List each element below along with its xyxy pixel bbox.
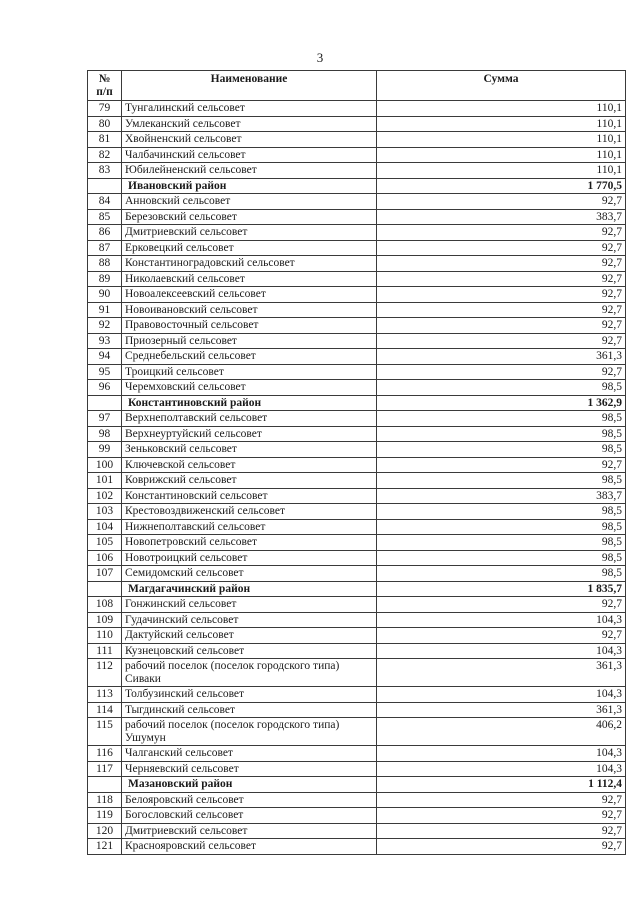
district-row [88, 178, 626, 194]
settlement-name: Новотроицкий сельсовет [122, 550, 377, 566]
row-number: 90 [88, 287, 122, 303]
settlement-name: Крестовоздвиженский сельсовет [122, 504, 377, 520]
row-number: 89 [88, 271, 122, 287]
table-row [88, 702, 626, 718]
row-number: 118 [88, 792, 122, 808]
settlement-name: Верхнеполтавский сельсовет [122, 411, 377, 427]
district-row [88, 395, 626, 411]
settlement-name: Среднебельский сельсовет [122, 349, 377, 365]
row-number [88, 777, 122, 793]
settlement-name: Черемховский сельсовет [122, 380, 377, 396]
row-number: 81 [88, 132, 122, 148]
row-sum: 92,7 [377, 194, 626, 210]
settlement-name: Коврижский сельсовет [122, 473, 377, 489]
settlement-name: Дмитриевский сельсовет [122, 225, 377, 241]
district-name: Ивановский район [122, 178, 377, 194]
row-number: 79 [88, 101, 122, 117]
row-number [88, 581, 122, 597]
table-row [88, 380, 626, 396]
table-row [88, 659, 626, 687]
district-total: 1 770,5 [377, 178, 626, 194]
row-sum: 98,5 [377, 519, 626, 535]
table-row [88, 240, 626, 256]
row-number: 98 [88, 426, 122, 442]
table-row [88, 302, 626, 318]
table-row [88, 839, 626, 855]
settlement-name: Березовский сельсовет [122, 209, 377, 225]
settlement-name: Дмитриевский сельсовет [122, 823, 377, 839]
row-number: 112 [88, 659, 122, 687]
table-row [88, 597, 626, 613]
allocation-table [87, 70, 626, 855]
table-row [88, 457, 626, 473]
settlement-name: Умлеканский сельсовет [122, 116, 377, 132]
table-row [88, 411, 626, 427]
row-number: 82 [88, 147, 122, 163]
row-number: 97 [88, 411, 122, 427]
settlement-name: Приозерный сельсовет [122, 333, 377, 349]
row-number: 86 [88, 225, 122, 241]
row-sum: 92,7 [377, 457, 626, 473]
settlement-name: Хвойненский сельсовет [122, 132, 377, 148]
row-sum: 110,1 [377, 101, 626, 117]
settlement-name: Верхнеуртуйский сельсовет [122, 426, 377, 442]
settlement-name: Семидомский сельсовет [122, 566, 377, 582]
row-number: 95 [88, 364, 122, 380]
settlement-name: Чалбачинский сельсовет [122, 147, 377, 163]
settlement-name: Новоалексеевский сельсовет [122, 287, 377, 303]
district-name: Константиновский район [122, 395, 377, 411]
row-sum: 98,5 [377, 442, 626, 458]
row-sum: 92,7 [377, 628, 626, 644]
table-row [88, 225, 626, 241]
row-sum: 110,1 [377, 163, 626, 179]
row-number [88, 395, 122, 411]
table-row [88, 519, 626, 535]
row-number: 101 [88, 473, 122, 489]
row-sum: 98,5 [377, 566, 626, 582]
table-row [88, 442, 626, 458]
settlement-name: Новоивановский сельсовет [122, 302, 377, 318]
table-row [88, 287, 626, 303]
row-number: 117 [88, 761, 122, 777]
row-number: 80 [88, 116, 122, 132]
settlement-name: Новопетровский сельсовет [122, 535, 377, 551]
row-number: 119 [88, 808, 122, 824]
table-row [88, 473, 626, 489]
row-number: 107 [88, 566, 122, 582]
row-sum: 110,1 [377, 147, 626, 163]
row-number: 102 [88, 488, 122, 504]
row-number: 87 [88, 240, 122, 256]
table-row [88, 808, 626, 824]
settlement-name: Краснояровский сельсовет [122, 839, 377, 855]
row-sum: 104,3 [377, 643, 626, 659]
table-row [88, 318, 626, 334]
row-sum: 98,5 [377, 550, 626, 566]
table-row [88, 550, 626, 566]
table-row [88, 792, 626, 808]
row-number: 85 [88, 209, 122, 225]
row-sum: 110,1 [377, 132, 626, 148]
row-number: 96 [88, 380, 122, 396]
table-row [88, 163, 626, 179]
row-sum: 98,5 [377, 535, 626, 551]
district-total: 1 112,4 [377, 777, 626, 793]
table-row [88, 718, 626, 746]
header-number-label: № п/п [96, 73, 113, 98]
table-row [88, 504, 626, 520]
row-sum: 92,7 [377, 808, 626, 824]
table-row [88, 194, 626, 210]
district-row [88, 581, 626, 597]
table-row [88, 364, 626, 380]
row-number: 121 [88, 839, 122, 855]
table-row [88, 132, 626, 148]
row-sum: 361,3 [377, 702, 626, 718]
settlement-name: рабочий поселок (поселок городского типа) Ушумун [122, 718, 377, 746]
settlement-name: Анновский сельсовет [122, 194, 377, 210]
row-sum: 92,7 [377, 225, 626, 241]
table-body [88, 101, 626, 855]
row-number: 116 [88, 746, 122, 762]
row-sum: 104,3 [377, 612, 626, 628]
table-row [88, 209, 626, 225]
settlement-name: Константиновский сельсовет [122, 488, 377, 504]
table-row [88, 761, 626, 777]
settlement-name: Юбилейненский сельсовет [122, 163, 377, 179]
row-sum: 98,5 [377, 380, 626, 396]
district-total: 1 362,9 [377, 395, 626, 411]
table-row [88, 488, 626, 504]
settlement-name: Дактуйский сельсовет [122, 628, 377, 644]
row-sum: 104,3 [377, 746, 626, 762]
row-sum: 92,7 [377, 256, 626, 272]
table-row [88, 612, 626, 628]
table-row [88, 823, 626, 839]
row-number: 100 [88, 457, 122, 473]
row-sum: 406,2 [377, 718, 626, 746]
settlement-name: Кузнецовский сельсовет [122, 643, 377, 659]
table-header-row [88, 71, 626, 101]
table-row [88, 426, 626, 442]
settlement-name: Нижнеполтавский сельсовет [122, 519, 377, 535]
table-row [88, 333, 626, 349]
table-row [88, 349, 626, 365]
table-row [88, 116, 626, 132]
row-sum: 104,3 [377, 761, 626, 777]
row-number: 92 [88, 318, 122, 334]
header-number [88, 71, 122, 101]
row-number: 110 [88, 628, 122, 644]
settlement-name: Чалганский сельсовет [122, 746, 377, 762]
table-row [88, 256, 626, 272]
table-row [88, 628, 626, 644]
row-sum: 92,7 [377, 271, 626, 287]
row-number: 109 [88, 612, 122, 628]
table-row [88, 147, 626, 163]
row-sum: 361,3 [377, 349, 626, 365]
row-number: 104 [88, 519, 122, 535]
settlement-name: Зеньковский сельсовет [122, 442, 377, 458]
row-number [88, 178, 122, 194]
settlement-name: Богословский сельсовет [122, 808, 377, 824]
settlement-name: рабочий поселок (поселок городского типа) Сиваки [122, 659, 377, 687]
district-row [88, 777, 626, 793]
district-name: Магдагачинский район [122, 581, 377, 597]
row-sum: 92,7 [377, 302, 626, 318]
row-sum: 92,7 [377, 597, 626, 613]
row-sum: 92,7 [377, 839, 626, 855]
row-sum: 92,7 [377, 792, 626, 808]
table-row [88, 101, 626, 117]
row-number: 91 [88, 302, 122, 318]
settlement-name: Ключевской сельсовет [122, 457, 377, 473]
district-total: 1 835,7 [377, 581, 626, 597]
page-number: 3 [316, 50, 324, 65]
row-number: 114 [88, 702, 122, 718]
row-sum: 92,7 [377, 823, 626, 839]
row-number: 94 [88, 349, 122, 365]
row-sum: 92,7 [377, 333, 626, 349]
header-sum: Сумма [377, 71, 626, 101]
table-row [88, 687, 626, 703]
row-sum: 98,5 [377, 426, 626, 442]
row-number: 88 [88, 256, 122, 272]
settlement-name: Троицкий сельсовет [122, 364, 377, 380]
header-name: Наименование [122, 71, 377, 101]
row-sum: 92,7 [377, 318, 626, 334]
settlement-name: Толбузинский сельсовет [122, 687, 377, 703]
settlement-name: Черняевский сельсовет [122, 761, 377, 777]
row-number: 108 [88, 597, 122, 613]
settlement-name: Ерковецкий сельсовет [122, 240, 377, 256]
settlement-name: Тыгдинский сельсовет [122, 702, 377, 718]
row-sum: 361,3 [377, 659, 626, 687]
row-sum: 92,7 [377, 287, 626, 303]
row-sum: 98,5 [377, 473, 626, 489]
row-sum: 110,1 [377, 116, 626, 132]
settlement-name: Тунгалинский сельсовет [122, 101, 377, 117]
row-number: 93 [88, 333, 122, 349]
settlement-name: Белояровский сельсовет [122, 792, 377, 808]
district-name: Мазановский район [122, 777, 377, 793]
row-sum: 104,3 [377, 687, 626, 703]
table-row [88, 535, 626, 551]
row-sum: 383,7 [377, 488, 626, 504]
table-row [88, 271, 626, 287]
row-number: 99 [88, 442, 122, 458]
row-number: 103 [88, 504, 122, 520]
row-number: 111 [88, 643, 122, 659]
row-sum: 98,5 [377, 411, 626, 427]
row-number: 83 [88, 163, 122, 179]
settlement-name: Константиноградовский сельсовет [122, 256, 377, 272]
row-number: 84 [88, 194, 122, 210]
table-row [88, 566, 626, 582]
table-row [88, 746, 626, 762]
row-number: 120 [88, 823, 122, 839]
row-sum: 92,7 [377, 364, 626, 380]
settlement-name: Правовосточный сельсовет [122, 318, 377, 334]
settlement-name: Гудачинский сельсовет [122, 612, 377, 628]
row-sum: 383,7 [377, 209, 626, 225]
row-number: 115 [88, 718, 122, 746]
row-sum: 92,7 [377, 240, 626, 256]
settlement-name: Гонжинский сельсовет [122, 597, 377, 613]
settlement-name: Николаевский сельсовет [122, 271, 377, 287]
row-sum: 98,5 [377, 504, 626, 520]
row-number: 105 [88, 535, 122, 551]
table-row [88, 643, 626, 659]
row-number: 106 [88, 550, 122, 566]
row-number: 113 [88, 687, 122, 703]
